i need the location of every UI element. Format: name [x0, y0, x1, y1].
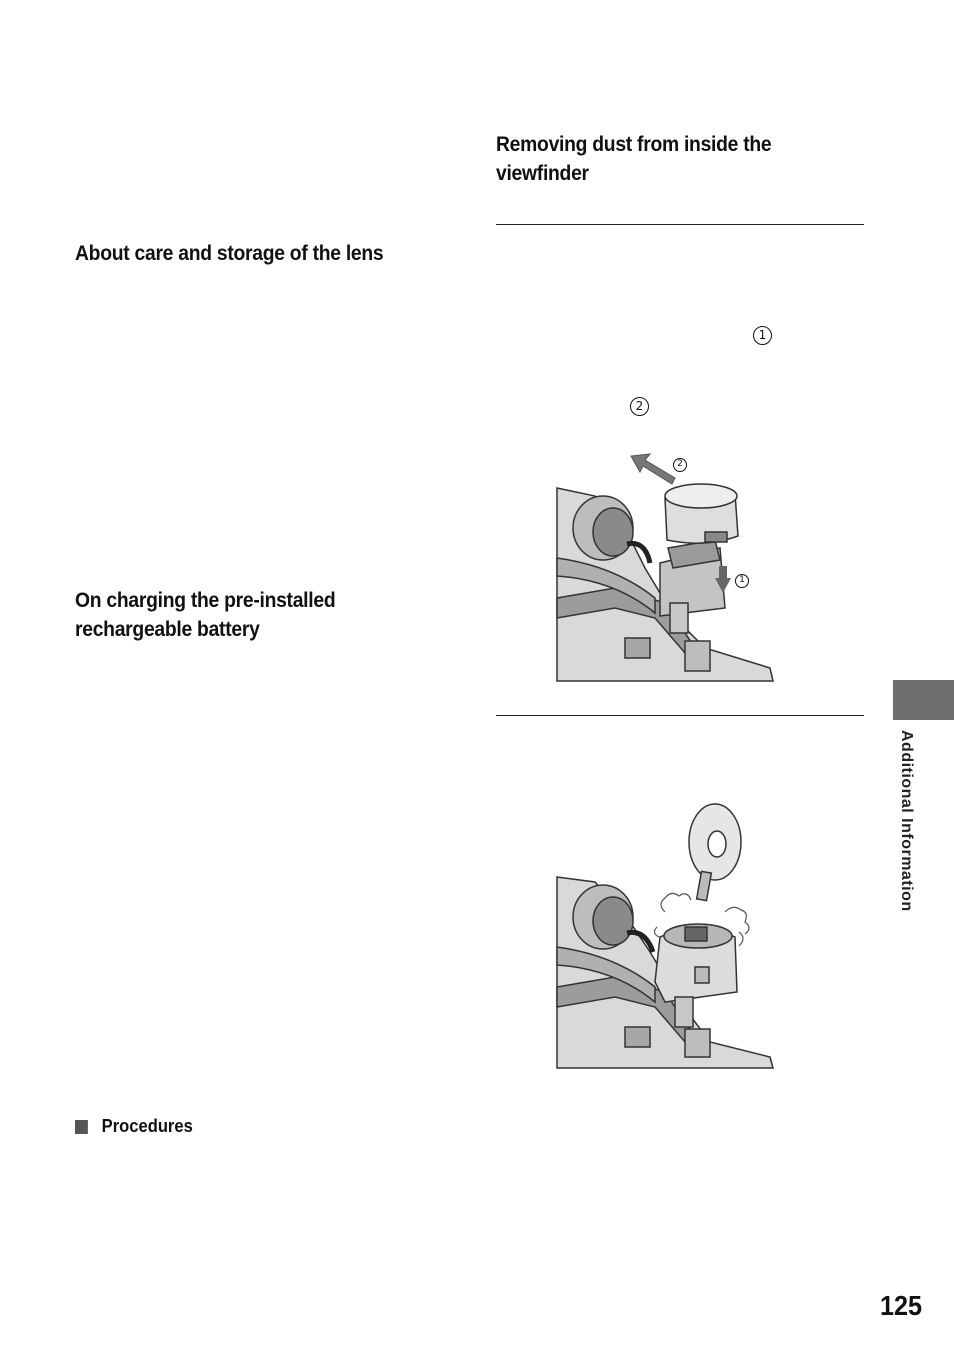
divider-top	[496, 224, 864, 225]
section-tab	[893, 680, 954, 720]
procedures-subheading	[75, 1116, 193, 1137]
square-bullet-icon	[75, 1120, 88, 1134]
heading-removing-dust: Removing dust from inside the viewfinder	[496, 133, 772, 185]
procedures-label: Procedures	[101, 1116, 193, 1136]
page-number: 125	[880, 1290, 923, 1321]
figure-blower-cleaning	[555, 802, 795, 1070]
figure1-callout-2: 2	[673, 458, 687, 472]
divider-middle	[496, 715, 864, 716]
step-marker-2: 2	[630, 397, 649, 416]
heading-battery: On charging the pre-installed rechargeable battery	[75, 589, 336, 641]
side-section-label: Additional Information	[898, 730, 915, 912]
figure-remove-viewfinder	[555, 448, 795, 684]
figure1-callout-1: 1	[735, 574, 749, 588]
step-marker-1: 1	[753, 326, 772, 345]
heading-lens-care: About care and storage of the lens	[75, 242, 384, 265]
